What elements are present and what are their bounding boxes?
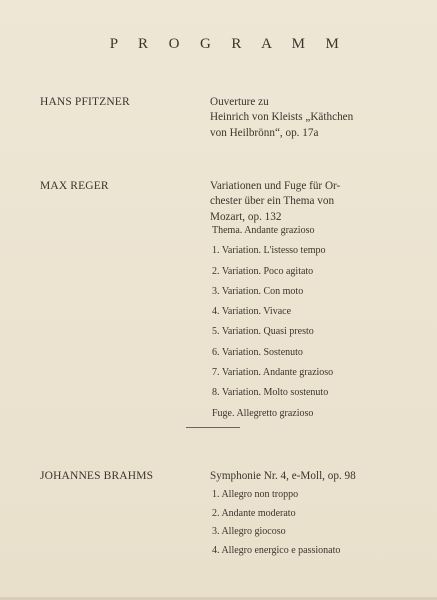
composer-brahms: JOHANNES BRAHMS: [40, 470, 154, 482]
movement-item: 4. Allegro energico e passionato: [212, 544, 341, 556]
work-brahms: [210, 469, 420, 484]
movement-item: 3. Variation. Con moto: [212, 285, 304, 297]
work-line: Heinrich von Kleists „Käthchen: [210, 111, 354, 124]
work-pfitzner: [210, 95, 400, 141]
work-reger: [210, 179, 400, 225]
brahms-movement-list: [212, 486, 412, 560]
movement-item: 5. Variation. Quasi presto: [212, 326, 314, 338]
work-line: Mozart, op. 132: [210, 210, 282, 223]
movement-item: 3. Allegro giocoso: [212, 526, 286, 537]
program-title: P R O G R A M M: [109, 36, 348, 52]
movement-item: 4. Variation. Vivace: [212, 306, 292, 318]
work-line: Variationen und Fuge für Or-: [210, 180, 341, 192]
composer-reger: MAX REGER: [40, 180, 109, 192]
movement-item: 1. Allegro non troppo: [212, 489, 299, 500]
movement-item: Fuge. Allegretto grazioso: [212, 407, 314, 419]
section-divider: [186, 427, 240, 428]
work-line: von Heilbrönn“, op. 17a: [210, 126, 319, 139]
work-line: Symphonie Nr. 4, e-Moll, op. 98: [210, 470, 356, 482]
movement-item: 2. Variation. Poco agitato: [212, 265, 314, 277]
movement-item: 8. Variation. Molto sostenuto: [212, 387, 329, 399]
movement-item: 7. Variation. Andante grazioso: [212, 367, 334, 379]
composer-pfitzner: HANS PFITZNER: [40, 96, 130, 108]
work-line: Ouverture zu: [210, 96, 269, 108]
work-line: chester über ein Thema von: [210, 195, 335, 208]
reger-movement-list: [212, 221, 412, 424]
movement-item: Thema. Andante grazioso: [212, 225, 315, 236]
movement-item: 6. Variation. Sostenuto: [212, 346, 303, 358]
movement-item: 2. Andante moderato: [212, 507, 296, 519]
movement-item: 1. Variation. L'istesso tempo: [212, 245, 326, 257]
